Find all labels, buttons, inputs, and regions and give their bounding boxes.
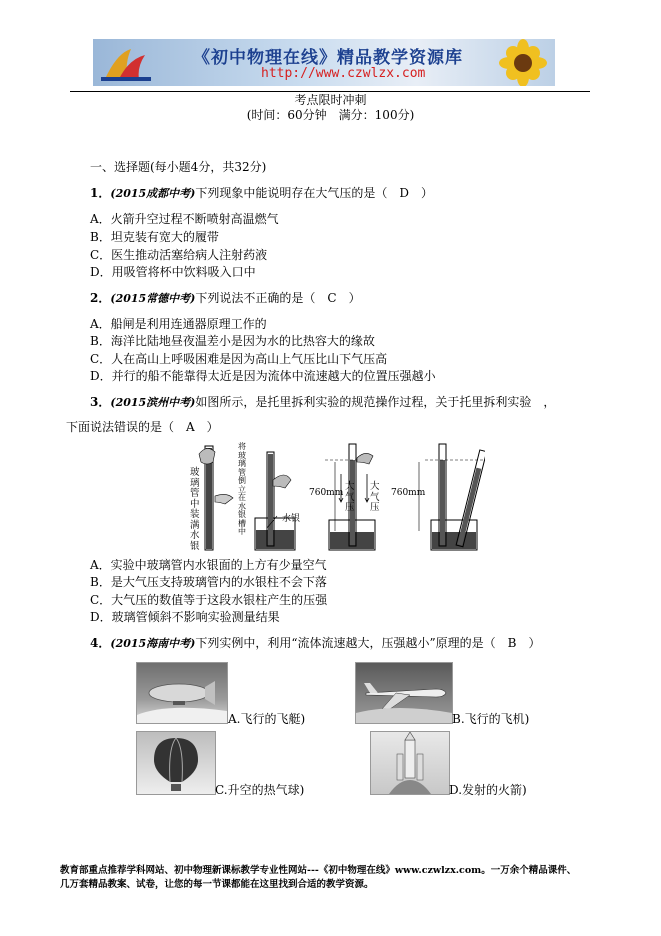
banner-url[interactable]: http://www.czwlzx.com xyxy=(261,66,426,81)
sunflower-icon xyxy=(485,39,555,86)
option: B．海洋比陆地昼夜温差小是因为水的比热容大的缘故 xyxy=(90,334,375,348)
pressure-arrow-icon xyxy=(365,474,369,502)
question-source: (2015成都中考) xyxy=(110,187,196,200)
hand-icon xyxy=(199,448,215,464)
hand-icon xyxy=(357,453,373,464)
balloon-icon xyxy=(137,732,215,794)
question-number: 2． xyxy=(90,291,111,305)
figure-label-6: 大气压 xyxy=(370,481,380,513)
section-title: 一、选择题(每小题4分，共32分) xyxy=(90,160,267,174)
question-text: 下列说法不正确的是（ C ） xyxy=(195,291,361,305)
question-number: 3． xyxy=(90,395,111,409)
footer-line-1: 教育部重点推荐学科网站、初中物理新课标教学专业性网站---《初中物理在线》www.czwlzx.com。一万余个精品课件、 xyxy=(60,865,577,876)
question-source: (2015滨州中考) xyxy=(110,396,196,409)
option: A．船闸是利用连通器原理工作的 xyxy=(90,317,267,331)
mercury-column xyxy=(268,454,273,545)
figure-label-2: 将玻璃管倒立在水银槽中 xyxy=(238,442,246,536)
airplane-photo xyxy=(355,662,453,724)
question-number: 1． xyxy=(90,186,111,200)
question-4-stem xyxy=(90,636,540,651)
option: B．坦克装有宽大的履带 xyxy=(90,230,219,244)
airship-photo xyxy=(136,662,228,724)
figure-label-1: 玻璃管中装满水银 xyxy=(190,467,200,552)
option: C．医生推动活塞给病人注射药液 xyxy=(90,248,268,262)
page-subtitle: (时间：60分钟 满分：100分) xyxy=(246,108,415,122)
question-text-cont: 下面说法错误的是（ A ） xyxy=(66,420,219,434)
option: B．是大气压支持玻璃管内的水银柱不会下落 xyxy=(90,575,327,589)
airship-icon xyxy=(137,663,227,723)
question-text: 如图所示，是托里拆利实验的规范操作过程，关于托里拆利实验 ， xyxy=(195,395,556,409)
option: D．玻璃管倾斜不影响实验测量结果 xyxy=(90,610,280,624)
rocket-photo xyxy=(370,731,450,795)
question-3-stem xyxy=(90,395,555,410)
question-2-stem xyxy=(90,291,361,306)
option: C.升空的热气球) xyxy=(215,783,305,797)
footer-line-2: 几万套精品教案、试卷，让您的每一节课都能在这里找到合适的教学资源。 xyxy=(60,879,374,890)
option: A．火箭升空过程不断喷射高温燃气 xyxy=(90,212,279,226)
hand-icon xyxy=(215,494,233,504)
banner-title: 《初中物理在线》精品教学资源库 xyxy=(193,48,463,68)
header-banner xyxy=(93,39,555,86)
option: D．用吸管将杯中饮料吸入口中 xyxy=(90,265,256,279)
option: B.飞行的飞机) xyxy=(452,712,530,726)
figure-label-3: 水银 xyxy=(282,514,301,524)
rocket-icon xyxy=(371,732,449,794)
option: A.飞行的飞艇) xyxy=(228,712,306,726)
question-1-stem xyxy=(90,186,433,201)
figure-label-4: 760mm xyxy=(309,488,344,498)
question-text: 下列实例中，利用“流体流速越大，压强越小”原理的是（ B ） xyxy=(195,636,541,650)
airplane-icon xyxy=(356,663,452,723)
mercury-column xyxy=(440,460,445,545)
hand-icon xyxy=(273,475,291,488)
mercury-pool xyxy=(256,530,294,549)
question-source: (2015海南中考) xyxy=(110,637,196,650)
question-text: 下列现象中能说明存在大气压的是（ D ） xyxy=(195,186,434,200)
question-number: 4． xyxy=(90,636,111,650)
option: D．并行的船不能靠得太近是因为流体中流速越大的位置压强越小 xyxy=(90,369,436,383)
option: C．大气压的数值等于这段水银柱产生的压强 xyxy=(90,593,328,607)
page-title: 考点限时冲刺 xyxy=(294,93,367,107)
option: D.发射的火箭) xyxy=(449,783,527,797)
question-source: (2015常德中考) xyxy=(110,292,196,305)
logo-icon xyxy=(97,43,155,83)
figure-label-5: 大气压 xyxy=(345,481,355,513)
option: A．实验中玻璃管内水银面的上方有少量空气 xyxy=(90,558,327,572)
option: C．人在高山上呼吸困难是因为高山上气压比山下气压高 xyxy=(90,352,388,366)
figure-label-7: 760mm xyxy=(391,488,426,498)
header-divider xyxy=(70,91,590,92)
hot-air-balloon-photo xyxy=(136,731,216,795)
